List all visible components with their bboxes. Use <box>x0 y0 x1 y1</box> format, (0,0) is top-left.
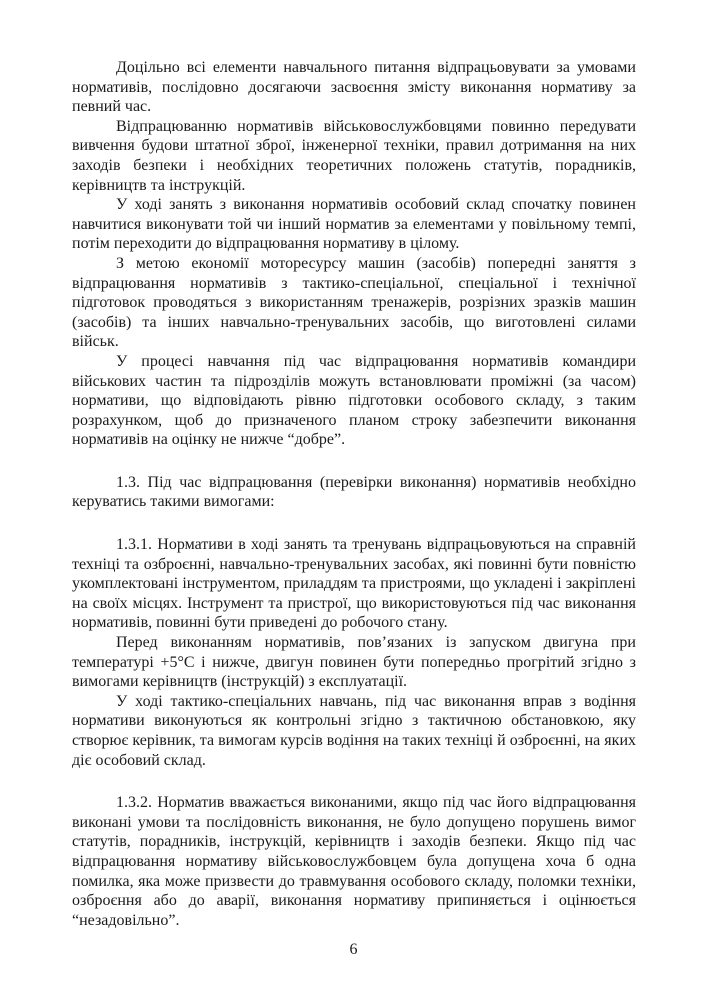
paragraph-5: У процесі навчання під час відпрацювання нормативів командири військових частин та підрозділів можуть встановлювати проміжні (за часом) нормативи, що відповідають рівню підготовки особового складу, з таким розрахунком, щоб до призначеного планом строку забезпечити виконання нормативів на оцінку не нижче “добре”. <box>72 352 636 449</box>
paragraph-gap <box>72 770 636 793</box>
paragraph-tactical-exercises: У ході тактико-спеціальних навчань, під час виконання вправ з водіння нормативи виконуються як контрольні згідно з тактичною обстановкою, яку створює керівник, та вимогам курсів водіння на таких техніці й озброєнні, на яких діє особовий склад. <box>72 692 636 769</box>
paragraph-2: Відпрацюванню нормативів військовослужбовцями повинно передувати вивчення будови штатної зброї, інженерної техніки, правил дотримання на них заходів безпеки і необхідних теоретичних положень статутів, порадників, керівництв та інструкцій. <box>72 117 636 194</box>
section-1-3-2: 1.3.2. Норматив вважається виконаними, якщо під час його відпрацювання виконані умови та послідовність виконання, не було допущено порушень вимог статутів, порадників, інструкцій, керівництв і заходів безпеки. Якщо під час відпрацювання нормативу військовослужбовцем була допущена хоча б одна помилка, яка може призвести до травмування особового складу, поломки техніки, озброєння або до аварії, виконання нормативу припиняється і оцінюється “незадовільно”. <box>72 794 636 929</box>
section-1-3-intro: 1.3. Під час відпрацювання (перевірки виконання) нормативів необхідно керуватись такими вимогами: <box>72 473 636 511</box>
paragraph-gap <box>72 450 636 473</box>
page-body <box>72 58 636 930</box>
paragraph-3: У ході занять з виконання нормативів особовий склад спочатку повинен навчитися виконувати той чи інший норматив за елементами у повільному темпі, потім переходити до відпрацювання нормативу в цілому. <box>72 196 636 253</box>
paragraph-gap <box>72 512 636 535</box>
paragraph-4: З метою економії моторесурсу машин (засобів) попередні заняття з відпрацювання нормативів з тактико-спеціальної, спеціальної і технічної підготовок проводяться з використанням тренажерів, розрізних зразків машин (засобів) та інших навчально-тренувальних засобів, що виготовлені силами військ. <box>72 254 636 351</box>
page-number: 6 <box>349 941 358 958</box>
paragraph-engine-warmup: Перед виконанням нормативів, пов’язаних із запуском двигуна при температурі +5°С і нижче, двигун повинен бути попередньо прогрітий згідно з вимогами керівництв (інструкцій) з експлуатації. <box>72 634 636 691</box>
section-1-3-1: 1.3.1. Нормативи в ході занять та тренувань відпрацьовуються на справній техніці та озброєнні, навчально-тренувальних засобах, які повинні бути повністю укомплектовані інструментом, приладдям та пристроями, що укладені і закріплені на своїх місцях. Інструмент та пристрої, що використовуються під час виконання нормативів, повинні бути приведені до робочого стану. <box>72 536 636 632</box>
paragraph-1: Доцільно всі елементи навчального питання відпрацьовувати за умовами нормативів, послідовно досягаючи засвоєння змісту виконання нормативу за певний час. <box>72 59 636 116</box>
